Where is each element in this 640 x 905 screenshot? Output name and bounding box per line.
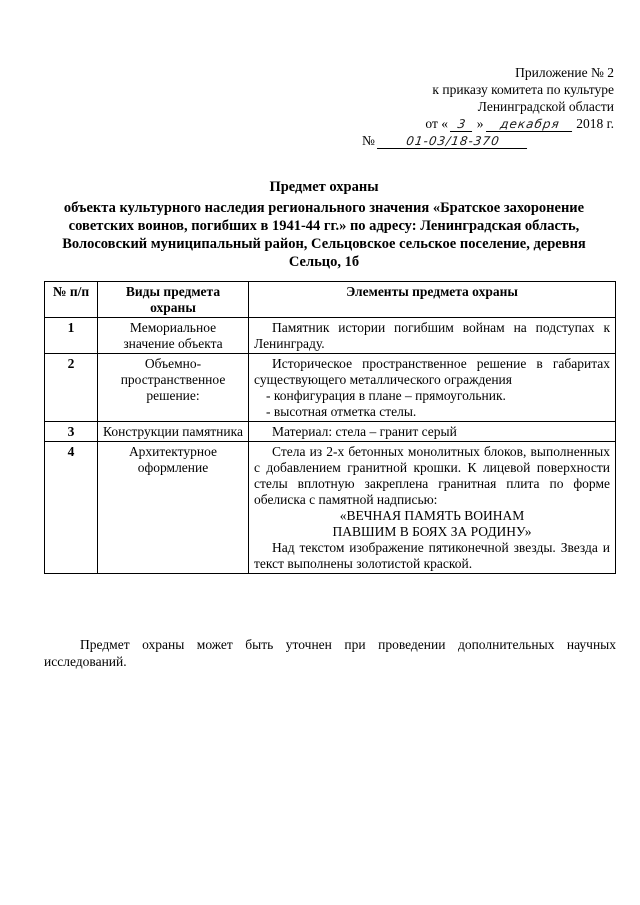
element-text: Историческое пространственное решение в габаритах существующего металлического ограждения [254, 356, 610, 387]
table-row [45, 318, 616, 354]
document-heading: Предмет охраны [269, 179, 379, 195]
date-month-handwritten: декабря [486, 117, 574, 132]
row-num: 3 [45, 422, 98, 442]
date-mid: » [476, 116, 484, 131]
title-block [44, 178, 604, 271]
row-num: 1 [45, 318, 98, 354]
protection-table [44, 281, 616, 574]
row-kind: Архитектурное оформление [98, 442, 249, 574]
element-text: Над текстом изображение пятиконечной звезды. Звезда и текст выполнены золотистой краской. [254, 540, 610, 571]
header-kind: Виды предмета охраны [98, 282, 249, 318]
table-row [45, 442, 616, 574]
row-elements [249, 354, 616, 422]
table-row [45, 354, 616, 422]
element-text: Стела из 2-х бетонных монолитных блоков, выполненных с добавлением гранитной крошки. К лицевой поверхности стелы вплотную закреплена гранитная плита по форме обелиска с памятной надписью: [254, 444, 610, 507]
row-num: 4 [45, 442, 98, 574]
table-header-row [45, 282, 616, 318]
annex-date-line [354, 115, 614, 132]
number-handwritten: 01-03/18-370 [377, 134, 529, 149]
element-list-item: - конфигурация в плане – прямоугольник. [266, 388, 506, 403]
row-elements [249, 318, 616, 354]
row-kind: Объемно-пространственное решение: [98, 354, 249, 422]
annex-block [354, 64, 614, 149]
annex-number-line [354, 132, 614, 149]
row-elements [249, 422, 616, 442]
date-year: 2018 г. [576, 116, 614, 131]
header-num: № п/п [45, 282, 98, 318]
annex-title: Приложение № 2 [515, 65, 614, 80]
row-kind: Мемориальное значение объекта [98, 318, 249, 354]
element-text: Материал: стела – гранит серый [272, 424, 457, 439]
date-day-handwritten: 3 [450, 117, 474, 132]
document-subject: объекта культурного наследия регионального значения «Братское захоронение советских воинов, погибших в 1941-44 гг.» по адресу: Ленинградская область, Волосовский муниципальный район, Сельцовское сельское поселение, деревня Сельцо, 1б [62, 200, 586, 270]
element-list-item: - высотная отметка стелы. [266, 404, 417, 419]
row-num: 2 [45, 354, 98, 422]
header-elements: Элементы предмета охраны [249, 282, 616, 318]
date-prefix: от « [425, 116, 448, 131]
number-prefix: № [362, 133, 375, 148]
annex-region-line: Ленинградской области [477, 99, 614, 114]
row-kind: Конструкции памятника [98, 422, 249, 442]
annex-order-line: к приказу комитета по культуре [432, 82, 614, 97]
inscription-line: ПАВШИМ В БОЯХ ЗА РОДИНУ» [332, 524, 532, 539]
element-text: Памятник истории погибшим войнам на подступах к Ленинграду. [254, 320, 610, 351]
table-row [45, 422, 616, 442]
inscription-line: «ВЕЧНАЯ ПАМЯТЬ ВОИНАМ [339, 508, 525, 523]
row-elements [249, 442, 616, 574]
footnote: Предмет охраны может быть уточнен при проведении дополнительных научных исследований. [44, 637, 616, 669]
